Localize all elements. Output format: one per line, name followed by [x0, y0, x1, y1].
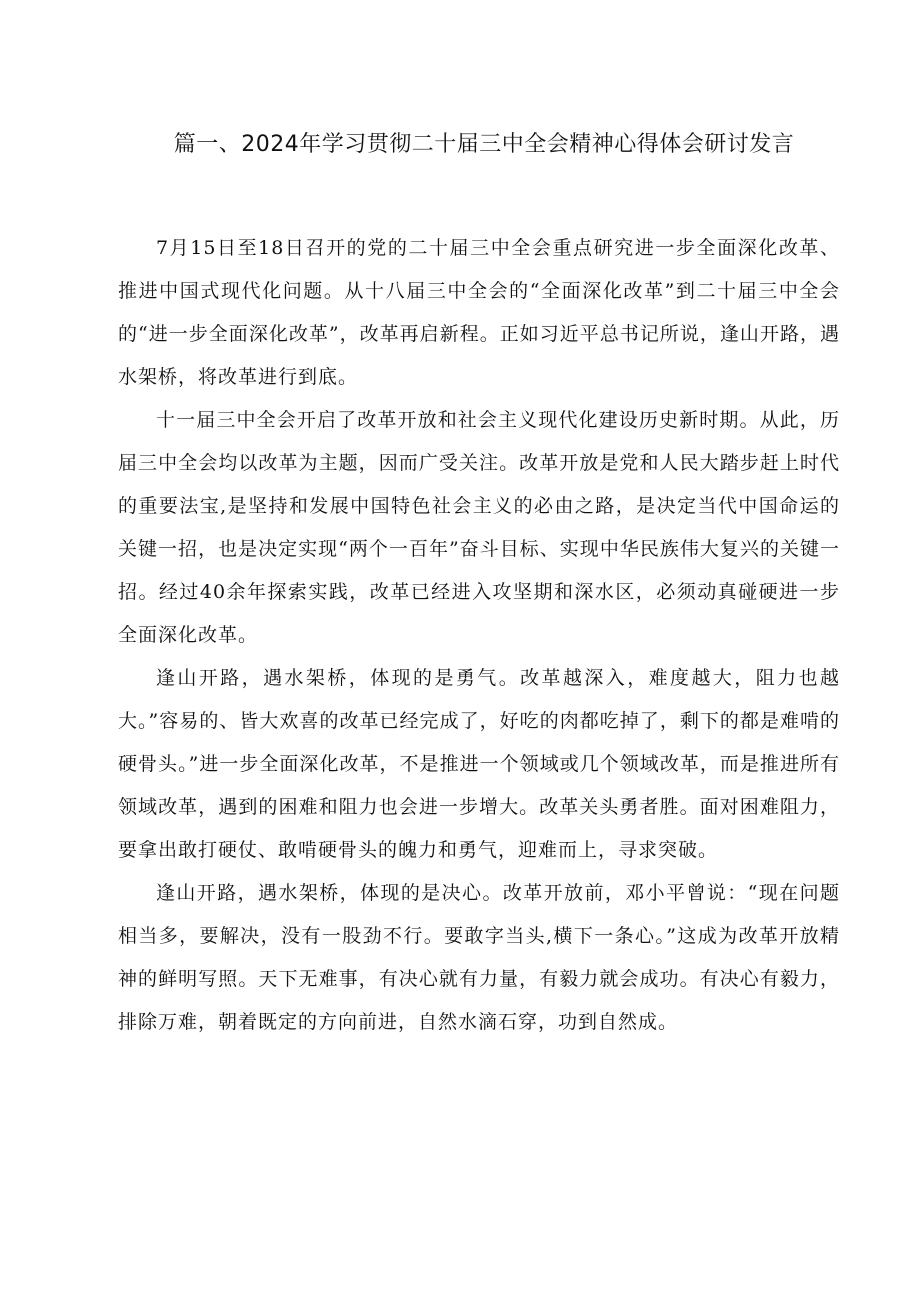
paragraph-4: 逢山开路，遇水架桥，体现的是决心。改革开放前，邓小平曾说：“现在问题相当多，要解决，没有一股劲不行。要敢字当头,横下一条心。”这成为改革开放精神的鲜明写照。天下无难事，有决心就有力量，有毅力就会成功。有决心有毅力，排除万难，朝着既定的方向前进，自然水滴石穿，功到自然成。 [118, 882, 840, 1033]
document-body [118, 227, 840, 1044]
paragraph-2: 十一届三中全会开启了改革开放和社会主义现代化建设历史新时期。从此，历届三中全会均以改革为主题，因而广受关注。改革开放是党和人民大踏步赶上时代的重要法宝,是坚持和发展中国特色社会主义的必由之路，是决定当代中国命运的关键一招，也是决定实现“两个一百年”奋斗目标、实现中华民族伟大复兴的关键一招。经过40余年探索实践，改革已经进入攻坚期和深水区，必须动真碰硬进一步全面深化改革。 [118, 409, 840, 646]
paragraph-1: 7月15日至18日召开的党的二十届三中全会重点研究进一步全面深化改革、推进中国式现代化问题。从十八届三中全会的“全面深化改革”到二十届三中全会的“进一步全面深化改革”，改革再启新程。正如习近平总书记所说，逢山开路，遇水架桥，将改革进行到底。 [118, 237, 840, 388]
paragraph-3: 逢山开路，遇水架桥，体现的是勇气。改革越深入，难度越大，阻力也越大。”容易的、皆大欢喜的改革已经完成了，好吃的肉都吃掉了，剩下的都是难啃的硬骨头。”进一步全面深化改革，不是推进一个领域或几个领域改革，而是推进所有领域改革，遇到的困难和阻力也会进一步增大。改革关头勇者胜。面对困难阻力，要拿出敢打硬仗、敢啃硬骨头的魄力和勇气，迎难而上，寻求突破。 [118, 667, 840, 861]
document-title: 篇一、2024年学习贯彻二十届三中全会精神心得体会研讨发言 [173, 132, 795, 157]
